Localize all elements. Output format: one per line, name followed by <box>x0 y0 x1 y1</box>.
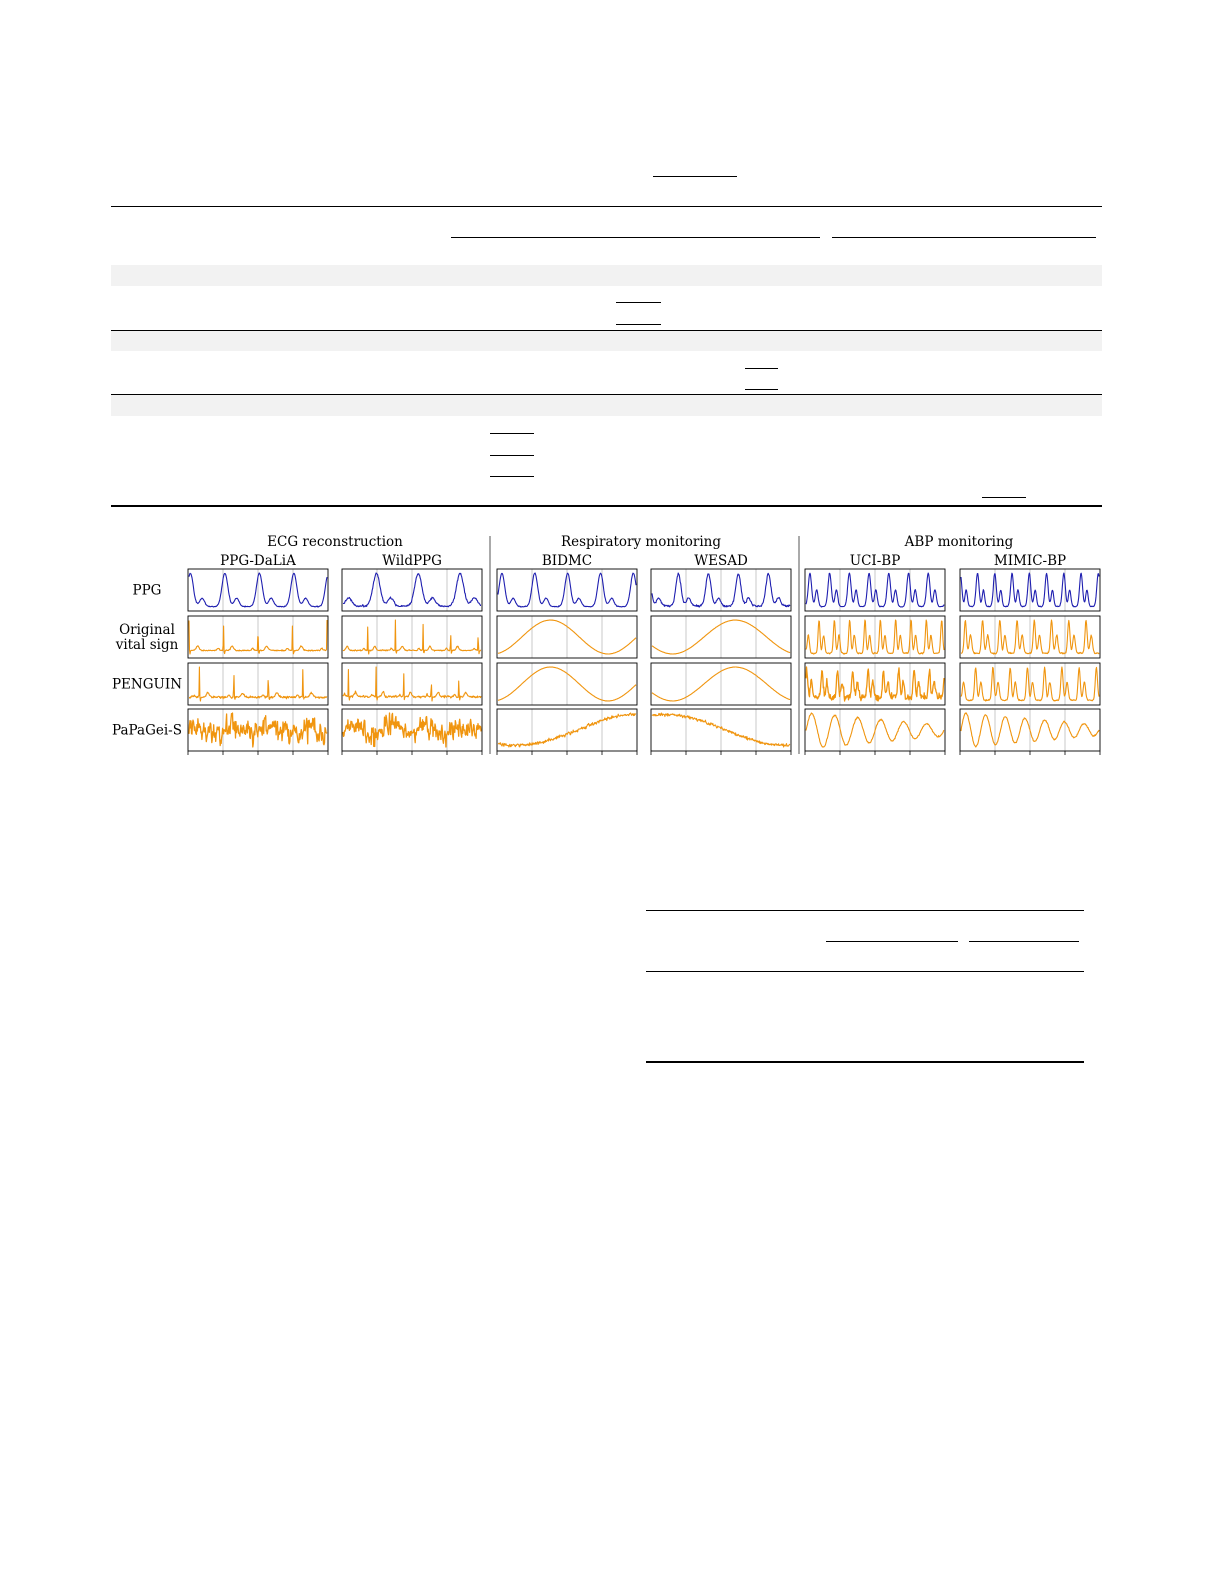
panel-papagei-s-bidmc <box>497 709 637 755</box>
panel-original-vital-sign-bidmc <box>497 616 637 658</box>
row-label-ppg: PPG <box>132 582 162 599</box>
panel-ppg-wildppg <box>342 569 482 611</box>
panel-ppg-wesad <box>651 569 791 611</box>
panel-papagei-s-wesad <box>651 709 791 755</box>
table-bottom-rule <box>646 1061 1084 1063</box>
table-mid-rule <box>646 971 1084 972</box>
row-label-original-vital-sign-line-1: Original <box>119 622 175 638</box>
panel-papagei-s-ppg-dalia <box>188 709 328 755</box>
group-title-abp-monitoring: ABP monitoring <box>904 534 1014 550</box>
column-group-underline-left <box>826 941 958 942</box>
panel-papagei-s-mimic-bp <box>960 709 1100 755</box>
panel-original-vital-sign-mimic-bp <box>960 616 1100 658</box>
group-title-ecg-reconstruction: ECG reconstruction <box>267 534 403 550</box>
column-group-underline-right <box>969 941 1079 942</box>
panel-original-vital-sign-wesad <box>651 616 791 658</box>
group-title-respiratory-monitoring: Respiratory monitoring <box>560 534 722 550</box>
row-label-original-vital-sign-line-2: vital sign <box>115 637 179 653</box>
row-label-penguin: PENGUIN <box>111 676 183 693</box>
panel-original-vital-sign-ppg-dalia <box>188 616 328 658</box>
panel-ppg-bidmc <box>497 569 637 611</box>
panel-ppg-ppg-dalia <box>188 569 328 611</box>
dataset-title-ppg-dalia: PPG-DaLiA <box>220 553 296 569</box>
panel-papagei-s-wildppg <box>342 709 482 755</box>
dataset-title-wesad: WESAD <box>694 553 748 569</box>
dataset-title-mimic-bp: MIMIC-BP <box>993 553 1067 569</box>
panel-original-vital-sign-uci-bp <box>805 616 945 658</box>
panel-penguin-bidmc <box>497 663 637 705</box>
panel-papagei-s-uci-bp <box>805 709 945 755</box>
panel-penguin-ppg-dalia <box>188 663 328 705</box>
dataset-title-bidmc: BIDMC <box>541 553 593 569</box>
row-label-papagei-s: PaPaGei-S <box>112 722 182 739</box>
panel-penguin-wildppg <box>342 663 482 705</box>
panel-penguin-wesad <box>651 663 791 705</box>
panel-penguin-uci-bp <box>805 663 945 705</box>
panel-ppg-uci-bp <box>805 569 945 611</box>
waveform-figure <box>0 0 1225 780</box>
panel-original-vital-sign-wildppg <box>342 616 482 658</box>
dataset-title-uci-bp: UCI-BP <box>849 553 901 569</box>
dataset-title-wildppg: WildPPG <box>382 553 442 569</box>
panel-ppg-mimic-bp <box>960 569 1100 611</box>
panel-penguin-mimic-bp <box>960 663 1100 705</box>
table-top-rule <box>646 910 1084 911</box>
